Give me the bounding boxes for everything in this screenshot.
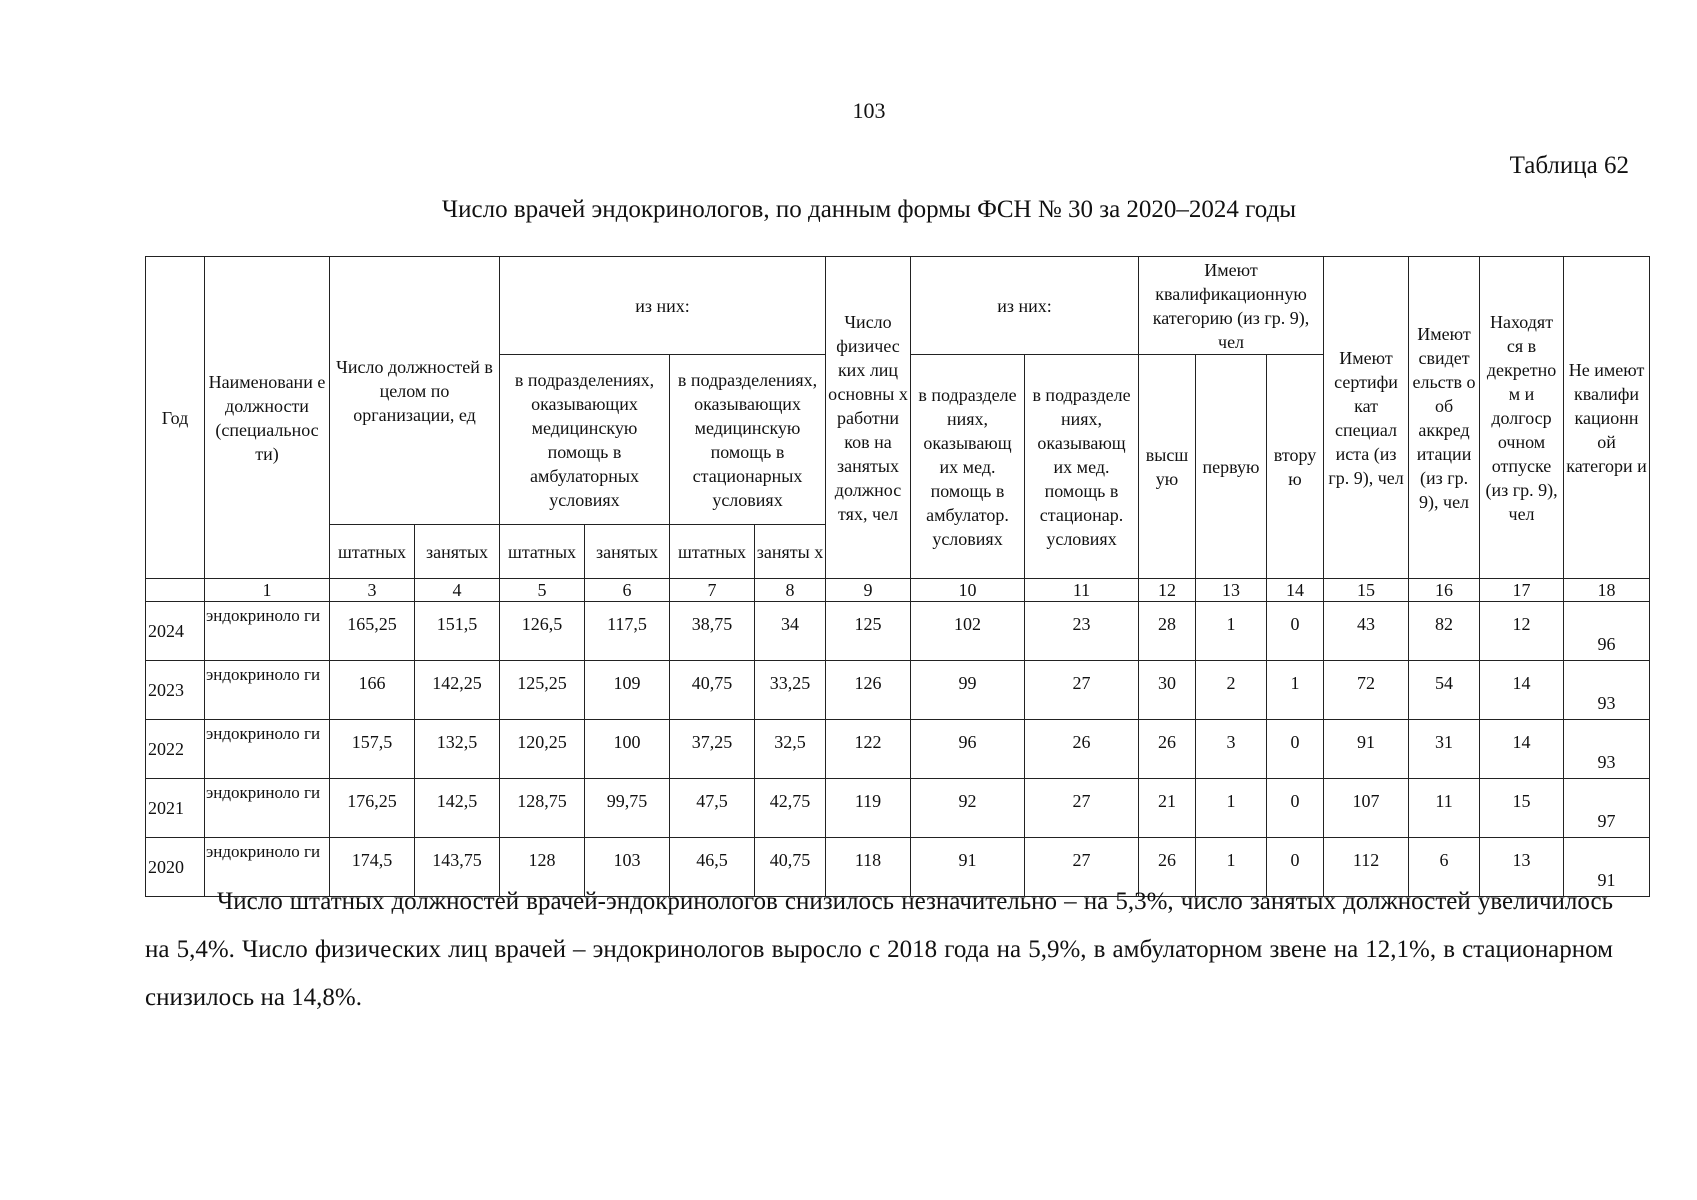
column-number-blank — [146, 579, 205, 602]
table-cell: 100 — [585, 720, 670, 779]
header-of-them-persons: из них: — [911, 257, 1139, 355]
header-category-second: втору ю — [1267, 355, 1324, 579]
header-staff: штатных — [330, 525, 415, 579]
table-cell: 1 — [1196, 838, 1267, 897]
table-row — [146, 661, 1650, 720]
table-cell: 11 — [1409, 779, 1480, 838]
table-cell: 1 — [1196, 602, 1267, 661]
header-accreditation: Имеют свидет ельств о об аккред итации (из гр. 9), чел — [1409, 257, 1480, 579]
table-cell: 176,25 — [330, 779, 415, 838]
table-cell: 99 — [911, 661, 1025, 720]
column-number: 14 — [1267, 579, 1324, 602]
header-of-them-positions: из них: — [500, 257, 826, 355]
header-position: Наименовани е должности (специальнос ти) — [205, 257, 330, 579]
table-cell: 38,75 — [670, 602, 755, 661]
table-cell: 3 — [1196, 720, 1267, 779]
table-cell: 112 — [1324, 838, 1409, 897]
cell-position-name: эндокриноло ги — [205, 779, 330, 838]
header-persons-inpatient: в подразделе ниях, оказывающ их мед. помощь в стационар. условиях — [1025, 355, 1139, 579]
column-number: 12 — [1139, 579, 1196, 602]
table-cell: 126,5 — [500, 602, 585, 661]
table-cell: 165,25 — [330, 602, 415, 661]
table-cell: 142,5 — [415, 779, 500, 838]
table-cell: 14 — [1480, 661, 1564, 720]
table-title: Число врачей эндокринологов, по данным формы ФСН № 30 за 2020–2024 годы — [441, 196, 1297, 223]
column-number: 16 — [1409, 579, 1480, 602]
cell-position-name: эндокриноло ги — [205, 661, 330, 720]
cell-position-name: эндокриноло ги — [205, 720, 330, 779]
table-cell: 118 — [826, 838, 911, 897]
column-number: 9 — [826, 579, 911, 602]
header-persons: Число физичес ких лиц основны х работни ков на занятых должнос тях, чел — [826, 257, 911, 579]
table-cell: 26 — [1139, 838, 1196, 897]
table-cell: 2 — [1196, 661, 1267, 720]
column-number: 3 — [330, 579, 415, 602]
table-cell: 27 — [1025, 838, 1139, 897]
table-cell: 93 — [1564, 661, 1650, 720]
header-inpatient: в подразделениях, оказывающих медицинскую помощь в стационарных условиях — [670, 355, 826, 525]
table-cell: 40,75 — [755, 838, 826, 897]
table-cell: 23 — [1025, 602, 1139, 661]
table-cell: 34 — [755, 602, 826, 661]
table-cell: 0 — [1267, 602, 1324, 661]
header-occupied: занятых — [415, 525, 500, 579]
table-cell: 132,5 — [415, 720, 500, 779]
header-staff: штатных — [670, 525, 755, 579]
table-cell: 117,5 — [585, 602, 670, 661]
column-number: 17 — [1480, 579, 1564, 602]
column-number: 1 — [205, 579, 330, 602]
cell-position-name: эндокриноло ги — [205, 602, 330, 661]
table-cell: 6 — [1409, 838, 1480, 897]
table-row — [146, 602, 1650, 661]
table-cell: 91 — [911, 838, 1025, 897]
table-cell: 46,5 — [670, 838, 755, 897]
column-number: 11 — [1025, 579, 1139, 602]
header-year: Год — [146, 257, 205, 579]
table-label: Таблица 62 — [1509, 152, 1629, 179]
table-cell: 27 — [1025, 661, 1139, 720]
table-cell: 122 — [826, 720, 911, 779]
header-occupied: занятых — [585, 525, 670, 579]
table-cell: 82 — [1409, 602, 1480, 661]
column-number: 5 — [500, 579, 585, 602]
table-row — [146, 779, 1650, 838]
table-cell: 72 — [1324, 661, 1409, 720]
table-cell: 12 — [1480, 602, 1564, 661]
column-number: 7 — [670, 579, 755, 602]
table-cell: 31 — [1409, 720, 1480, 779]
table-cell: 1 — [1267, 661, 1324, 720]
header-category-high: высш ую — [1139, 355, 1196, 579]
cell-year: 2021 — [146, 779, 205, 838]
table-row — [146, 720, 1650, 779]
table-cell: 125,25 — [500, 661, 585, 720]
header-leave: Находят ся в декретно м и долгоср очном отпуске (из гр. 9), чел — [1480, 257, 1564, 579]
table-cell: 126 — [826, 661, 911, 720]
cell-year: 2020 — [146, 838, 205, 897]
header-certificate: Имеют сертифи кат специал иста (из гр. 9), чел — [1324, 257, 1409, 579]
table-cell: 157,5 — [330, 720, 415, 779]
header-category-first: первую — [1196, 355, 1267, 579]
table-cell: 151,5 — [415, 602, 500, 661]
table-cell: 33,25 — [755, 661, 826, 720]
header-no-category: Не имеют квалифи кационн ой категори и — [1564, 257, 1650, 579]
table-cell: 97 — [1564, 779, 1650, 838]
table-cell: 125 — [826, 602, 911, 661]
table-cell: 13 — [1480, 838, 1564, 897]
page-number: 103 — [852, 98, 886, 123]
data-table — [145, 256, 1650, 897]
table-cell: 43 — [1324, 602, 1409, 661]
table-cell: 109 — [585, 661, 670, 720]
table-cell: 128,75 — [500, 779, 585, 838]
table-cell: 120,25 — [500, 720, 585, 779]
table-cell: 142,25 — [415, 661, 500, 720]
table-cell: 0 — [1267, 779, 1324, 838]
table-cell: 143,75 — [415, 838, 500, 897]
table-cell: 91 — [1324, 720, 1409, 779]
table-cell: 0 — [1267, 720, 1324, 779]
cell-year: 2022 — [146, 720, 205, 779]
table-cell: 30 — [1139, 661, 1196, 720]
cell-year: 2023 — [146, 661, 205, 720]
header-persons-outpatient: в подразделе ниях, оказывающ их мед. помощь в амбулатор. условиях — [911, 355, 1025, 579]
table-cell: 107 — [1324, 779, 1409, 838]
summary-text: Число штатных должностей врачей-эндокринологов снизилось незначительно – на 5,3%, число занятых должностей увеличилось на 5,4%. Число физических лиц врачей – эндокринологов выросло с 2018 года на 5,9%, в амбулаторном звене на 12,1%, в стационарном снизилось на 14,8%. — [145, 888, 1613, 1011]
table-cell: 40,75 — [670, 661, 755, 720]
table-cell: 99,75 — [585, 779, 670, 838]
table-cell: 27 — [1025, 779, 1139, 838]
table-cell: 54 — [1409, 661, 1480, 720]
table-cell: 42,75 — [755, 779, 826, 838]
table-cell: 47,5 — [670, 779, 755, 838]
table-cell: 37,25 — [670, 720, 755, 779]
column-number: 10 — [911, 579, 1025, 602]
column-number: 15 — [1324, 579, 1409, 602]
table-cell: 96 — [1564, 602, 1650, 661]
header-occupied: заняты х — [755, 525, 826, 579]
table-cell: 26 — [1139, 720, 1196, 779]
table-cell: 21 — [1139, 779, 1196, 838]
header-total-positions: Число должностей в целом по организации, ед — [330, 257, 500, 525]
table-cell: 32,5 — [755, 720, 826, 779]
column-number: 8 — [755, 579, 826, 602]
table-cell: 28 — [1139, 602, 1196, 661]
table-cell: 174,5 — [330, 838, 415, 897]
column-number: 18 — [1564, 579, 1650, 602]
table-cell: 119 — [826, 779, 911, 838]
table-cell: 0 — [1267, 838, 1324, 897]
table-cell: 92 — [911, 779, 1025, 838]
table-cell: 91 — [1564, 838, 1650, 897]
table-cell: 128 — [500, 838, 585, 897]
table-cell: 102 — [911, 602, 1025, 661]
table-cell: 96 — [911, 720, 1025, 779]
column-number: 6 — [585, 579, 670, 602]
column-number: 4 — [415, 579, 500, 602]
table-cell: 166 — [330, 661, 415, 720]
table-cell: 1 — [1196, 779, 1267, 838]
header-outpatient: в подразделениях, оказывающих медицинскую помощь в амбулаторных условиях — [500, 355, 670, 525]
table-cell: 15 — [1480, 779, 1564, 838]
table-cell: 26 — [1025, 720, 1139, 779]
cell-position-name: эндокриноло ги — [205, 838, 330, 897]
table-cell: 103 — [585, 838, 670, 897]
header-category: Имеют квалификационную категорию (из гр. 9), чел — [1139, 257, 1324, 355]
cell-year: 2024 — [146, 602, 205, 661]
table-cell: 93 — [1564, 720, 1650, 779]
header-staff: штатных — [500, 525, 585, 579]
column-number: 13 — [1196, 579, 1267, 602]
summary-paragraph — [145, 878, 1613, 1022]
table-cell: 14 — [1480, 720, 1564, 779]
